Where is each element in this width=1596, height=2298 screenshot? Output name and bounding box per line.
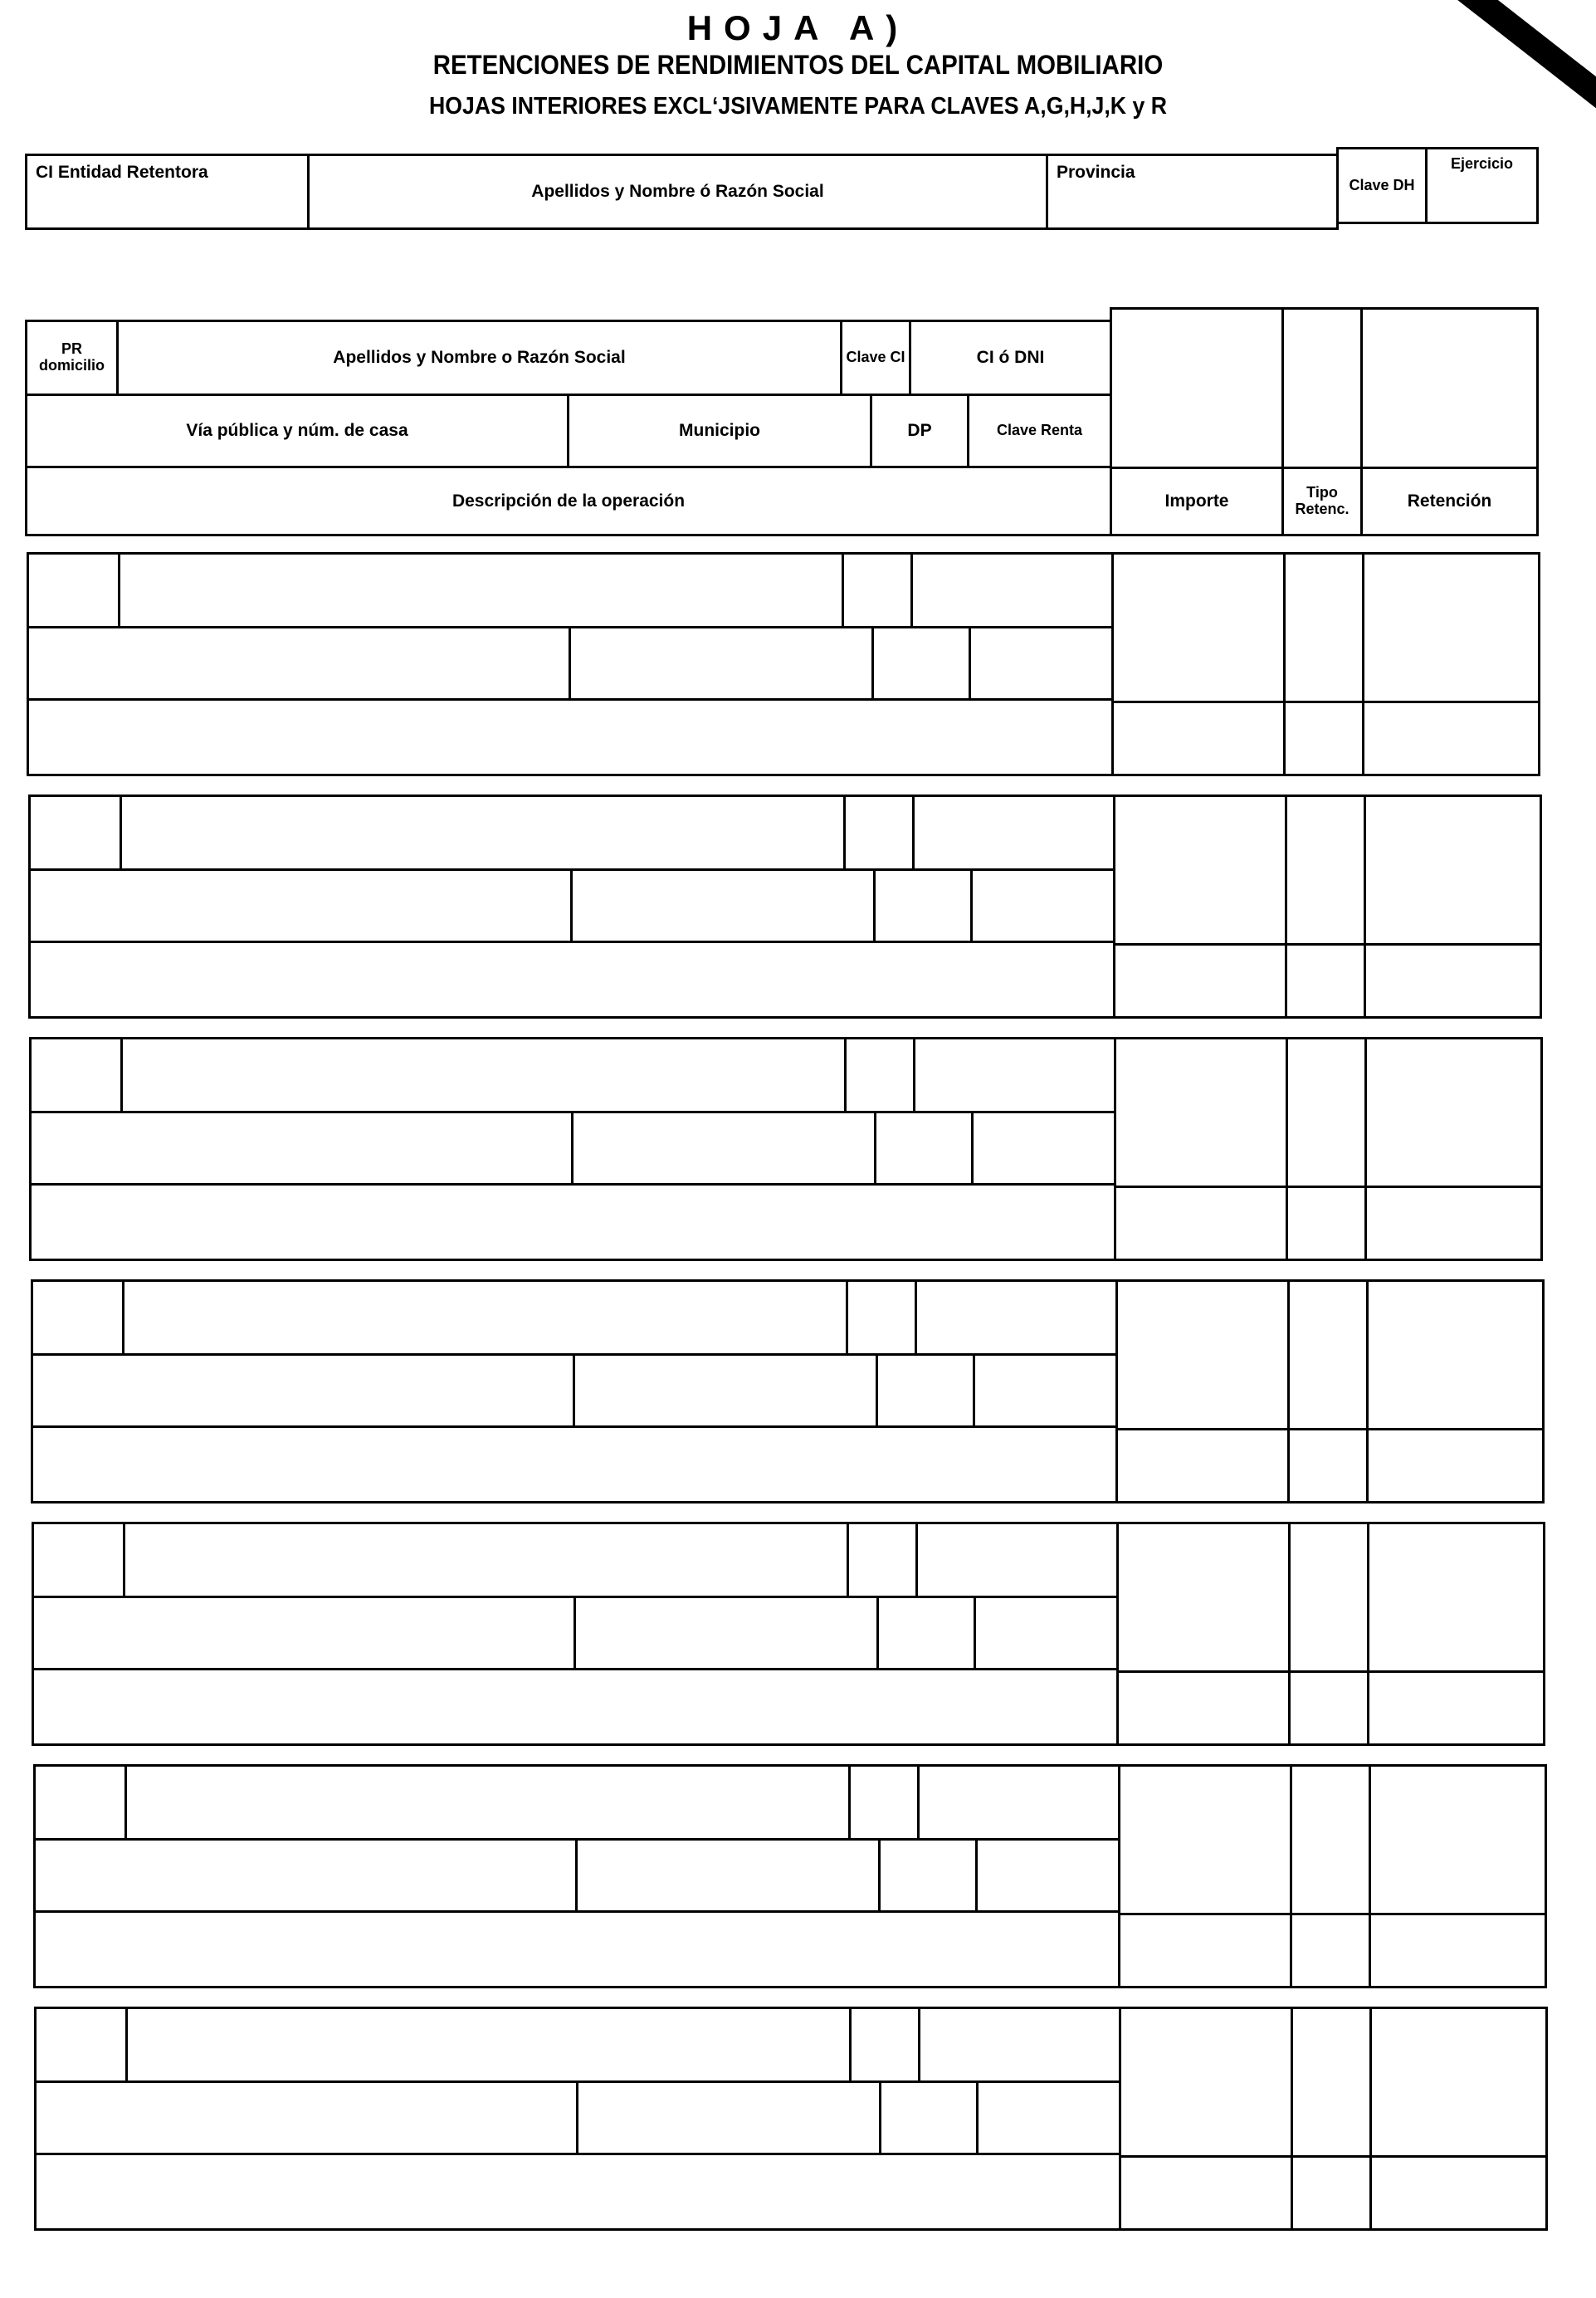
dp-cell[interactable] xyxy=(871,626,971,701)
retencion-total-cell[interactable] xyxy=(1369,1913,1547,1988)
tipo-total-cell[interactable] xyxy=(1291,2155,1372,2231)
page-title: HOJA A) xyxy=(686,8,910,47)
importe-header-top xyxy=(1110,307,1284,469)
retencion-total-cell[interactable] xyxy=(1369,2155,1548,2231)
municipio-cell[interactable] xyxy=(570,868,876,943)
pr-domicilio-cell[interactable] xyxy=(32,1522,125,1598)
apellidos-cell[interactable] xyxy=(123,1522,849,1598)
pr-domicilio-cell[interactable] xyxy=(31,1279,124,1356)
via-publica-cell[interactable] xyxy=(32,1596,576,1670)
municipio-cell[interactable] xyxy=(571,1111,876,1186)
clave-ci-cell[interactable] xyxy=(849,2007,920,2083)
dp-cell[interactable] xyxy=(878,1838,978,1913)
via-publica-cell[interactable] xyxy=(33,1838,578,1913)
municipio-cell[interactable] xyxy=(576,2080,881,2155)
apellidos-header: Apellidos y Nombre o Razón Social xyxy=(116,320,842,396)
municipio-cell[interactable] xyxy=(573,1596,879,1670)
importe-total-cell[interactable] xyxy=(1114,1186,1288,1261)
municipio-cell[interactable] xyxy=(575,1838,881,1913)
clave-dh-label: Clave DH xyxy=(1349,176,1415,193)
municipio-header: Municipio xyxy=(567,394,872,468)
tipo-total-cell[interactable] xyxy=(1286,1186,1367,1261)
importe-total-cell[interactable] xyxy=(1119,2155,1293,2231)
importe-cell[interactable] xyxy=(1116,1522,1291,1673)
tipo-retenc-cell[interactable] xyxy=(1290,1764,1371,1915)
tipo-total-cell[interactable] xyxy=(1283,701,1364,776)
apellidos-cell[interactable] xyxy=(118,552,844,628)
ejercicio-field[interactable] xyxy=(1425,147,1539,224)
tipo-total-cell[interactable] xyxy=(1287,1428,1369,1503)
importe-total-cell[interactable] xyxy=(1116,1670,1291,1746)
pr-domicilio-cell[interactable] xyxy=(33,1764,127,1841)
clave-renta-cell[interactable] xyxy=(974,1596,1119,1670)
clave-dh-field[interactable] xyxy=(1336,147,1428,224)
via-publica-cell[interactable] xyxy=(28,868,573,943)
retencion-total-cell[interactable] xyxy=(1362,701,1540,776)
apellidos-cell[interactable] xyxy=(120,1037,847,1113)
entry-row xyxy=(31,1279,1545,1503)
importe-total-cell[interactable] xyxy=(1118,1913,1292,1988)
importe-header: Importe xyxy=(1110,467,1284,536)
tipo-retenc-cell[interactable] xyxy=(1286,1037,1367,1188)
entry-row xyxy=(28,795,1543,1019)
dp-cell[interactable] xyxy=(876,1353,975,1428)
retencion-total-cell[interactable] xyxy=(1364,943,1542,1019)
entity-name-field[interactable] xyxy=(307,154,1048,230)
ci-dni-cell[interactable] xyxy=(917,1764,1120,1841)
ci-dni-cell[interactable] xyxy=(918,2007,1121,2083)
tipo-total-cell[interactable] xyxy=(1285,943,1366,1019)
clave-renta-cell[interactable] xyxy=(973,1353,1118,1428)
clave-ci-header: Clave CI xyxy=(840,320,911,396)
clave-renta-cell[interactable] xyxy=(976,2080,1121,2155)
entry-row xyxy=(27,552,1541,776)
descripcion-header: Descripción de la operación xyxy=(25,466,1112,536)
clave-renta-cell[interactable] xyxy=(975,1838,1120,1913)
tipo-total-cell[interactable] xyxy=(1290,1913,1371,1988)
descripcion-cell[interactable] xyxy=(27,698,1114,776)
ci-dni-cell[interactable] xyxy=(913,1037,1116,1113)
clave-renta-cell[interactable] xyxy=(971,1111,1116,1186)
apellidos-cell[interactable] xyxy=(122,1279,848,1356)
importe-cell[interactable] xyxy=(1113,795,1287,946)
descripcion-cell[interactable] xyxy=(33,1910,1120,1988)
descripcion-cell[interactable] xyxy=(28,941,1115,1019)
ci-dni-cell[interactable] xyxy=(915,1279,1118,1356)
clave-renta-cell[interactable] xyxy=(970,868,1115,943)
ci-dni-cell[interactable] xyxy=(910,552,1114,628)
importe-cell[interactable] xyxy=(1118,1764,1292,1915)
pr-domicilio-cell[interactable] xyxy=(27,552,120,628)
retencion-cell[interactable] xyxy=(1369,1764,1547,1915)
importe-cell[interactable] xyxy=(1111,552,1286,703)
tipo-retenc-cell[interactable] xyxy=(1285,795,1366,946)
via-publica-cell[interactable] xyxy=(31,1353,575,1428)
ci-entidad-label: CI Entidad Retentora xyxy=(36,163,208,182)
tipo-retenc-header: Tipo Retenc. xyxy=(1281,467,1363,536)
tipo-retenc-cell[interactable] xyxy=(1288,1522,1369,1673)
page-subtitle: RETENCIONES DE RENDIMIENTOS DEL CAPITAL MOBILIARIO xyxy=(432,50,1164,80)
ci-dni-header: CI ó DNI xyxy=(909,320,1112,396)
dp-header: DP xyxy=(870,394,969,468)
clave-renta-cell[interactable] xyxy=(969,626,1114,701)
retencion-header: Retención xyxy=(1360,467,1539,536)
tipo-retenc-cell[interactable] xyxy=(1283,552,1364,703)
retencion-cell[interactable] xyxy=(1364,1037,1543,1188)
retencion-cell[interactable] xyxy=(1367,1522,1545,1673)
entry-row xyxy=(29,1037,1544,1261)
clave-ci-cell[interactable] xyxy=(847,1522,918,1598)
descripcion-cell[interactable] xyxy=(31,1425,1118,1503)
importe-cell[interactable] xyxy=(1115,1279,1290,1430)
descripcion-cell[interactable] xyxy=(34,2153,1121,2231)
entity-name-label: Apellidos y Nombre ó Razón Social xyxy=(531,182,824,202)
importe-total-cell[interactable] xyxy=(1113,943,1287,1019)
dp-cell[interactable] xyxy=(879,2080,979,2155)
provincia-label: Provincia xyxy=(1057,163,1135,182)
municipio-cell[interactable] xyxy=(569,626,874,701)
ejercicio-label: Ejercicio xyxy=(1450,155,1514,172)
pr-domicilio-cell[interactable] xyxy=(34,2007,128,2083)
provincia-field[interactable] xyxy=(1046,154,1339,230)
apellidos-cell[interactable] xyxy=(124,1764,851,1841)
clave-ci-cell[interactable] xyxy=(848,1764,920,1841)
via-publica-cell[interactable] xyxy=(27,626,571,701)
descripcion-cell[interactable] xyxy=(32,1668,1119,1746)
clave-ci-cell[interactable] xyxy=(842,552,913,628)
retencion-header-top xyxy=(1360,307,1539,469)
apellidos-cell[interactable] xyxy=(125,2007,852,2083)
importe-cell[interactable] xyxy=(1114,1037,1288,1188)
apellidos-cell[interactable] xyxy=(120,795,846,871)
pr-domicilio-cell[interactable] xyxy=(29,1037,123,1113)
ci-entidad-retentora-field[interactable] xyxy=(25,154,310,230)
clave-ci-cell[interactable] xyxy=(844,1037,915,1113)
clave-ci-cell[interactable] xyxy=(846,1279,917,1356)
tipo-header-top xyxy=(1281,307,1363,469)
dp-cell[interactable] xyxy=(874,1111,974,1186)
municipio-cell[interactable] xyxy=(573,1353,878,1428)
via-publica-header: Vía pública y núm. de casa xyxy=(25,394,569,468)
tipo-retenc-cell[interactable] xyxy=(1287,1279,1369,1430)
pr-domicilio-header: PR domicilio xyxy=(25,320,119,396)
pr-domicilio-cell[interactable] xyxy=(28,795,122,871)
entry-row xyxy=(32,1522,1546,1746)
via-publica-cell[interactable] xyxy=(34,2080,578,2155)
importe-total-cell[interactable] xyxy=(1115,1428,1290,1503)
entry-row xyxy=(33,1764,1548,1988)
dp-cell[interactable] xyxy=(876,1596,976,1670)
retencion-cell[interactable] xyxy=(1364,795,1542,946)
tipo-retenc-cell[interactable] xyxy=(1291,2007,1372,2158)
retencion-total-cell[interactable] xyxy=(1364,1186,1543,1261)
tipo-total-cell[interactable] xyxy=(1288,1670,1369,1746)
clave-renta-header: Clave Renta xyxy=(967,394,1112,468)
entry-row xyxy=(34,2007,1549,2231)
clave-ci-cell[interactable] xyxy=(843,795,915,871)
page-scope-note: HOJAS INTERIORES EXCLʻJSIVAMENTE PARA CLAVES A,G,H,J,K y R xyxy=(429,93,1167,120)
ci-dni-cell[interactable] xyxy=(912,795,1115,871)
importe-total-cell[interactable] xyxy=(1111,701,1286,776)
retencion-total-cell[interactable] xyxy=(1366,1428,1545,1503)
descripcion-cell[interactable] xyxy=(29,1183,1116,1261)
via-publica-cell[interactable] xyxy=(29,1111,573,1186)
importe-cell[interactable] xyxy=(1119,2007,1293,2158)
retencion-total-cell[interactable] xyxy=(1367,1670,1545,1746)
retencion-cell[interactable] xyxy=(1366,1279,1545,1430)
ci-dni-cell[interactable] xyxy=(915,1522,1119,1598)
retencion-cell[interactable] xyxy=(1369,2007,1548,2158)
retencion-cell[interactable] xyxy=(1362,552,1540,703)
dp-cell[interactable] xyxy=(873,868,973,943)
